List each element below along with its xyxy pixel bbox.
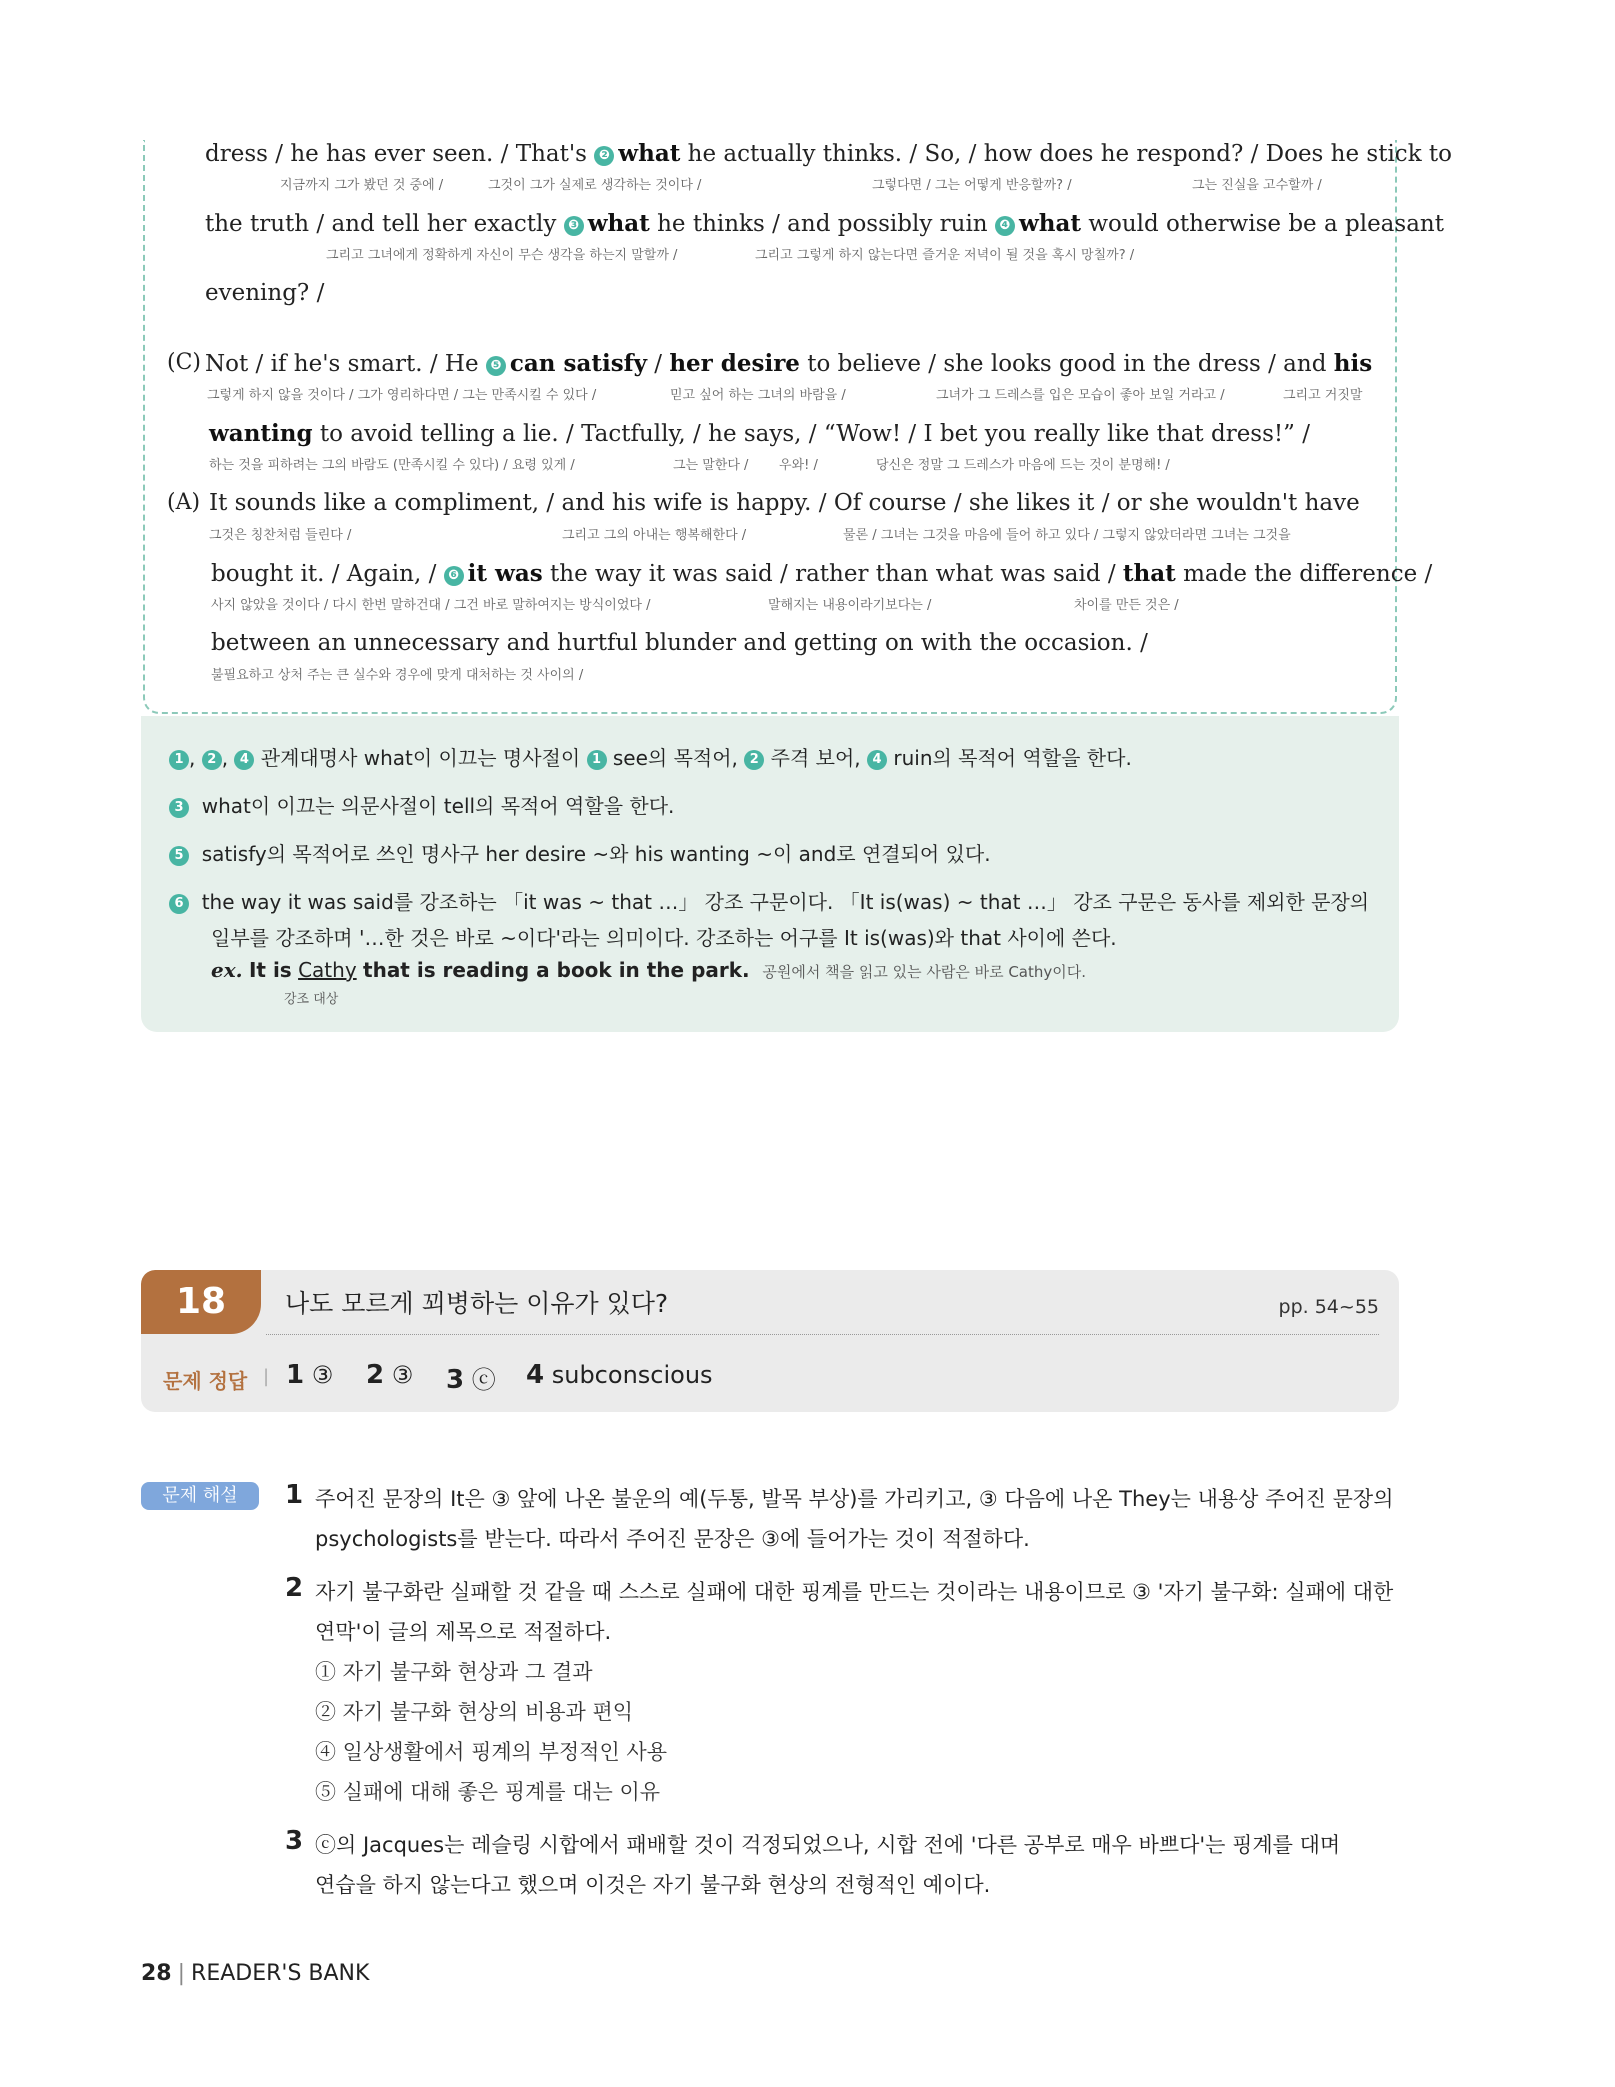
question-number: 1 <box>285 1480 304 1510</box>
explanation-text: 연습을 하지 않는다고 했으며 이것은 자기 불구화 현상의 전형적인 예이다. <box>315 1873 991 1897</box>
translation: 차이를 만든 것은 / <box>1074 598 1179 613</box>
note-badge: 6 <box>169 894 189 914</box>
option-item: ④ 일상생활에서 핑계의 부정적인 사용 <box>315 1740 667 1764</box>
emphasis-target-label: 강조 대상 <box>284 992 339 1007</box>
grammar-point-badge: ❸ <box>564 216 584 236</box>
explanation-text: 자기 불구화란 실패할 것 같을 때 스스로 실패에 대한 핑계를 만드는 것이라는 내용이므로 ③ '자기 불구화: 실패에 대한 <box>315 1580 1394 1604</box>
passage-line-3: evening? / <box>205 280 325 306</box>
translation: 믿고 싶어 하는 그녀의 바람을 / <box>670 388 846 403</box>
grammar-point-badge: ❹ <box>995 216 1015 236</box>
note-badge: 1 <box>587 750 607 770</box>
answer-4: 4 subconscious <box>526 1360 713 1390</box>
translation: 그리고 거짓말 <box>1283 388 1363 403</box>
translation: 물론 / 그녀는 그것을 마음에 들어 하고 있다 / 그렇지 않았더라면 그녀는 그것을 <box>843 528 1291 543</box>
answer-label: 문제 정답 <box>163 1369 248 1393</box>
option-item: ⑤ 실패에 대해 좋은 핑계를 대는 이유 <box>315 1780 661 1804</box>
passage-line-2: the truth / and tell her exactly ❸ what he thinks / and possibly ruin ❹ what would otherwise be a pleasant <box>205 210 1444 237</box>
translation: 하는 것을 피하려는 그의 바람도 (만족시킬 수 있다) / 요령 있게 / <box>209 458 575 473</box>
question-number: 2 <box>285 1573 304 1603</box>
section-number: 18 <box>141 1270 261 1334</box>
passage-line-4: Not / if he's smart. / He ❺ can satisfy / her desire to believe / she looks good in the dress / and his <box>205 350 1373 377</box>
translation: 당신은 정말 그 드레스가 마음에 드는 것이 분명해! / <box>876 458 1170 473</box>
translation: 그는 말한다 / <box>673 458 749 473</box>
page-footer: 28 | READER'S BANK <box>141 1961 370 1986</box>
explanation-tag: 문제 해설 <box>141 1482 259 1510</box>
translation: 불필요하고 상처 주는 큰 실수와 경우에 맞게 대처하는 것 사이의 / <box>211 668 584 683</box>
question-number: 3 <box>285 1826 304 1856</box>
translation: 지금까지 그가 봤던 것 중에 / <box>280 178 444 193</box>
paragraph-label: (C) <box>167 350 201 375</box>
option-item: ② 자기 불구화 현상의 비용과 편익 <box>315 1700 634 1724</box>
grammar-note-4-cont: 일부를 강조하며 '…한 것은 바로 ~이다'라는 의미이다. 강조하는 어구를 It is(was)와 that 사이에 쓴다. <box>211 926 1117 950</box>
answer-1: 1 ③ <box>286 1360 334 1390</box>
page-reference: pp. 54~55 <box>1278 1296 1379 1318</box>
translation: 그리고 그의 아내는 행복해한다 / <box>562 528 747 543</box>
translation: 말해지는 내용이라기보다는 / <box>768 598 932 613</box>
passage-line-8: between an unnecessary and hurtful blunder and getting on with the occasion. / <box>211 630 1148 656</box>
explanation-text: 연막'이 글의 제목으로 적절하다. <box>315 1620 612 1644</box>
grammar-note-3: 5 satisfy의 목적어로 쓰인 명사구 her desire ~와 his wanting ~이 and로 연결되어 있다. <box>169 838 991 867</box>
translation: 그녀가 그 드레스를 입은 모습이 좋아 보일 거라고 / <box>936 388 1225 403</box>
section-title: 나도 모르게 꾀병하는 이유가 있다? <box>285 1289 669 1318</box>
explanation-text: psychologists를 받는다. 따라서 주어진 문장은 ③에 들어가는 것이 적절하다. <box>315 1527 1030 1551</box>
translation: 그리고 그녀에게 정확하게 자신이 무슨 생각을 하는지 말할까 / <box>326 248 678 263</box>
answer-2: 2 ③ <box>366 1360 414 1390</box>
note-badge: 5 <box>169 846 189 866</box>
divider: | <box>263 1366 270 1387</box>
section-header <box>141 1270 1399 1412</box>
passage-line-5: wanting to avoid telling a lie. / Tactfully, / he says, / “Wow! / I bet you really like that dress!” / <box>209 420 1310 447</box>
note-badge: 4 <box>234 750 254 770</box>
grammar-point-badge: ❷ <box>594 146 614 166</box>
grammar-point-badge: ❻ <box>444 566 464 586</box>
grammar-note-4: 6 the way it was said를 강조하는 「it was ~ that …」 강조 구문이다. 「It is(was) ~ that …」 강조 구문은 동사를 제외한 문장의 <box>169 886 1369 915</box>
grammar-note-1: 1 , 2 , 4 관계대명사 what이 이끄는 명사절이 1 see의 목적어, 2 주격 보어, 4 ruin의 목적어 역할을 한다. <box>169 742 1132 771</box>
paragraph-label: (A) <box>167 490 201 515</box>
translation: 그것이 그가 실제로 생각하는 것이다 / <box>488 178 702 193</box>
note-badge: 4 <box>867 750 887 770</box>
translation: 그리고 그렇게 하지 않는다면 즐거운 저녁이 될 것을 혹시 망칠까? / <box>755 248 1135 263</box>
book-title: READER'S BANK <box>191 1961 370 1986</box>
page-number: 28 <box>141 1961 172 1986</box>
note-badge: 1 <box>169 750 189 770</box>
translation: 그는 진실을 고수할까 / <box>1192 178 1322 193</box>
option-item: ① 자기 불구화 현상과 그 결과 <box>315 1660 593 1684</box>
explanation-text: 주어진 문장의 It은 ③ 앞에 나온 불운의 예(두통, 발목 부상)를 가리키고, ③ 다음에 나온 They는 내용상 주어진 문장의 <box>315 1487 1394 1511</box>
grammar-notes-box <box>141 716 1399 1032</box>
passage-line-1: dress / he has ever seen. / That's ❷ what he actually thinks. / So, / how does he respond? / Does he stick to <box>205 140 1453 167</box>
answer-3: 3 ⓒ <box>446 1365 496 1395</box>
note-badge: 2 <box>202 750 222 770</box>
grammar-point-badge: ❺ <box>486 356 506 376</box>
translation: 그렇게 하지 않을 것이다 / 그가 영리하다면 / 그는 만족시킬 수 있다 / <box>207 388 597 403</box>
grammar-note-2: 3 what이 이끄는 의문사절이 tell의 목적어 역할을 한다. <box>169 790 674 819</box>
explanation-text: ⓒ의 Jacques는 레슬링 시합에서 패배할 것이 걱정되었으나, 시합 전에 '다른 공부로 매우 바쁘다'는 핑계를 대며 <box>315 1833 1341 1857</box>
passage-line-6: It sounds like a compliment, / and his wife is happy. / Of course / she likes it / or she wouldn't have <box>209 490 1360 516</box>
passage-line-7: bought it. / Again, / ❻ it was the way it was said / rather than what was said / that made the difference / <box>211 560 1433 587</box>
note-badge: 3 <box>169 798 189 818</box>
translation: 사지 않았을 것이다 / 다시 한번 말하건대 / 그건 바로 말하여지는 방식이었다 / <box>211 598 651 613</box>
note-badge: 2 <box>744 750 764 770</box>
translation: 그렇다면 / 그는 어떻게 반응할까? / <box>872 178 1072 193</box>
divider <box>266 1334 1379 1335</box>
translation: 그것은 칭찬처럼 들린다 / <box>209 528 352 543</box>
translation: 우와! / <box>779 458 818 473</box>
grammar-example: ex. It is Cathy that is reading a book in the park. 공원에서 책을 읽고 있는 사람은 바로 Cathy이다. <box>211 958 1087 982</box>
